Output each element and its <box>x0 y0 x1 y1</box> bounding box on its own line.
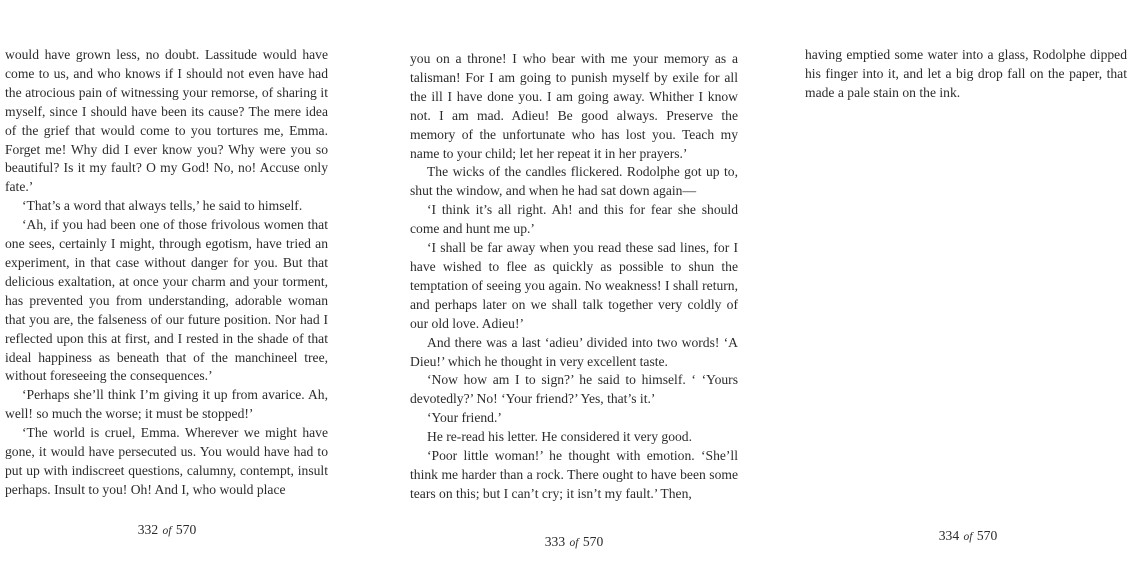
paragraph: ‘I shall be far away when you read these sad lines, for I have wished to flee as quickly as possible to shun the temptation of seeing you again. No weakness! I shall return, and perhaps later on we shall talk together very coldly of our old love. Adieu!’ <box>410 240 738 331</box>
paragraph: ‘Perhaps she’ll think I’m giving it up from avarice. Ah, well! so much the worse; it must be stopped!’ <box>5 387 328 422</box>
total-pages: 570 <box>976 528 998 543</box>
book-page-333 <box>400 0 746 587</box>
paragraph: ‘That’s a word that always tells,’ he said to himself. <box>22 198 303 214</box>
page-text <box>805 46 1127 103</box>
page-of-label: of <box>963 531 973 543</box>
total-pages: 570 <box>175 522 197 537</box>
paragraph: ‘Ah, if you had been one of those frivolous women that one sees, certainly I might, through egotism, have tried an experiment, in that case without danger for you. But that delicious exaltation, at once your charm and your torment, has prevented you from understanding, adorable woman that you are, the falseness of our future position. Nor had I reflected upon this at first, and I rested in the shade of that ideal happiness as beneath that of the manchineel tree, without foreseeing the consequences.’ <box>5 217 328 384</box>
page-number: 332 <box>137 522 159 537</box>
paragraph: ‘I think it’s all right. Ah! and this for fear she should come and hunt me up.’ <box>410 202 738 237</box>
book-page-332 <box>0 0 340 587</box>
paragraph: having emptied some water into a glass, Rodolphe dipped his finger into it, and let a big drop fall on the paper, that made a pale stain on the ink. <box>805 47 1127 100</box>
page-number: 333 <box>544 534 566 549</box>
paragraph: And there was a last ‘adieu’ divided into two words! ‘A Dieu!’ which he thought in very excellent taste. <box>410 334 738 369</box>
page-number-footer <box>545 534 604 550</box>
paragraph: The wicks of the candles flickered. Rodolphe got up to, shut the window, and when he had sat down again— <box>410 164 738 199</box>
paragraph: ‘Poor little woman!’ he thought with emotion. ‘She’ll think me harder than a rock. There ought to have been some tears on this; but I can’t cry; it isn’t my fault.’ Then, <box>410 448 738 501</box>
paragraph: ‘The world is cruel, Emma. Wherever we might have gone, it would have persecuted us. You would have had to put up with indiscreet questions, calumny, contempt, insult perhaps. Insult to you! Oh! And I, who would place <box>5 425 328 497</box>
paragraph: ‘Now how am I to sign?’ he said to himself. ‘ ‘Yours devotedly?’ No! ‘Your friend?’ Yes, that’s it.’ <box>410 372 738 407</box>
page-text <box>410 50 738 504</box>
page-number-footer <box>138 522 197 538</box>
page-text <box>5 46 328 500</box>
paragraph: He re-read his letter. He considered it very good. <box>427 429 692 445</box>
paragraph: ‘Your friend.’ <box>427 410 502 426</box>
book-page-334 <box>794 0 1141 587</box>
paragraph: would have grown less, no doubt. Lassitude would have come to us, and who knows if I should not even have had the atrocious pain of witnessing your remorse, of sharing it myself, since I should have been its cause? The mere idea of the grief that would come to you tortures me, Emma. Forget me! Why did I ever know you? Why were you so beautiful? Is it my fault? O my God! No, no! Accuse only fate.’ <box>5 47 328 195</box>
page-number: 334 <box>938 528 960 543</box>
paragraph: you on a throne! I who bear with me your memory as a talisman! For I am going to punish myself by exile for all the ill I have done you. I am going away. Whither I know not. I am mad. Adieu! Be good always. Preserve the memory of the unfortunate who has lost you. Teach my name to your child; let her repeat it in her prayers.’ <box>410 51 738 161</box>
total-pages: 570 <box>582 534 604 549</box>
page-of-label: of <box>569 537 579 549</box>
page-of-label: of <box>162 525 172 537</box>
page-number-footer <box>939 528 998 544</box>
